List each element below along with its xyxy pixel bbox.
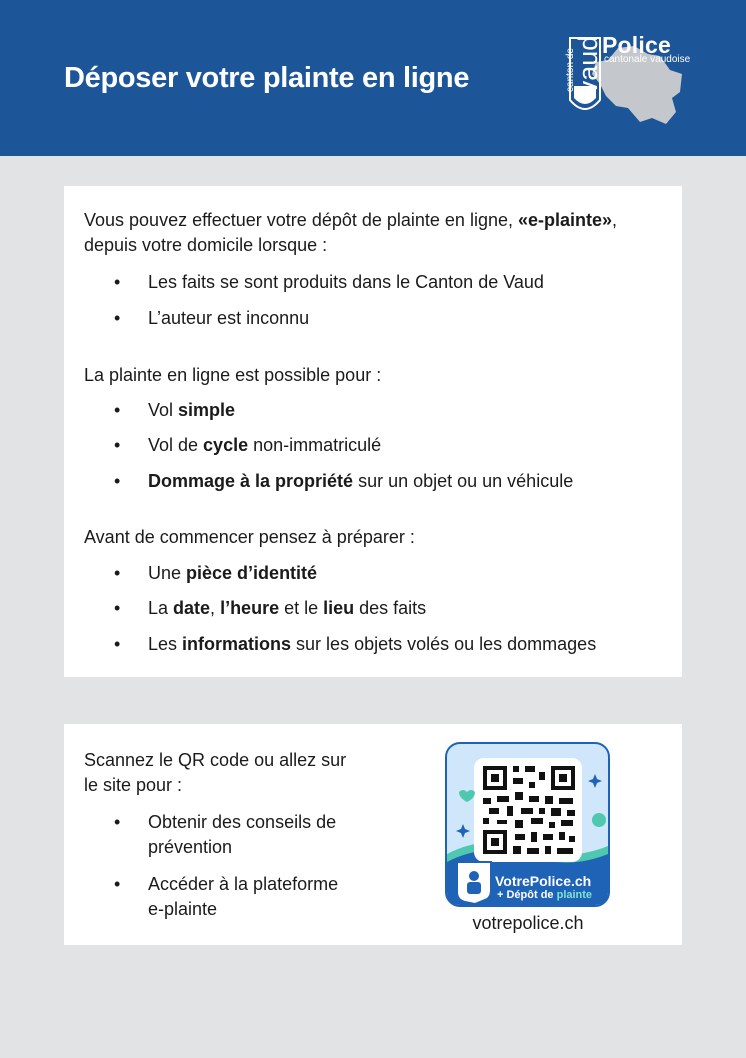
bullet: • (114, 272, 121, 292)
prepare-item: Les informations sur les objets volés ou les dommages (148, 634, 597, 654)
logo-vaud-label: vaud (573, 35, 603, 95)
prepare-item: La date, l’heure et le lieu des faits (148, 598, 427, 618)
bullet: • (114, 308, 121, 328)
page-title: Déposer votre plainte en ligne (64, 62, 470, 94)
qr-item-line1: Accéder à la plateforme (148, 874, 339, 894)
prepare-heading: Avant de commencer pensez à préparer : (84, 527, 415, 547)
prepare-item: Une pièce d’identité (148, 563, 318, 583)
bullet: • (114, 471, 121, 491)
possible-heading: La plainte en ligne est possible pour : (84, 365, 382, 385)
possible-item: Vol de cycle non-immatriculé (148, 435, 382, 455)
bullet: • (114, 634, 121, 654)
intro-text-c: , (612, 210, 618, 230)
condition-item: L’auteur est inconnu (148, 308, 310, 328)
e-plainte-term: «e-plainte» (517, 210, 613, 230)
bullet: • (114, 874, 121, 894)
bullet: • (114, 400, 121, 420)
bullet: • (114, 812, 121, 832)
scan-text-line2: le site pour : (84, 775, 183, 795)
logo-canton-label: canton de (565, 48, 576, 92)
qr-card (64, 724, 682, 945)
website-link[interactable]: votrepolice.ch (472, 913, 584, 933)
header-banner (0, 0, 746, 156)
bullet: • (114, 435, 121, 455)
qr-badge-title: VotrePolice.ch (495, 873, 592, 889)
possible-item: Dommage à la propriété sur un objet ou un véhicule (148, 471, 574, 491)
scan-text-line1: Scannez le QR code ou allez sur (84, 750, 347, 770)
bullet: • (114, 598, 121, 618)
logo-police-label: Police (602, 32, 671, 58)
intro-text-line2: depuis votre domicile lorsque : (84, 235, 328, 255)
qr-code-badge[interactable] (445, 742, 610, 907)
qr-badge-subtitle: + Dépôt de plainte (497, 889, 593, 901)
info-card (64, 186, 682, 677)
qr-item-line1: Obtenir des conseils de (148, 812, 337, 832)
intro-text-line1 (84, 208, 617, 233)
intro-text-a: Vous pouvez effectuer votre dépôt de plainte en ligne, (84, 210, 518, 230)
possible-item: Vol simple (148, 400, 236, 420)
logo-subtitle: cantonale vaudoise (604, 54, 691, 65)
bullet: • (114, 563, 121, 583)
qr-item-line2: prévention (148, 837, 233, 857)
condition-item: Les faits se sont produits dans le Canton de Vaud (148, 272, 544, 292)
qr-item-line2: e-plainte (148, 899, 218, 919)
